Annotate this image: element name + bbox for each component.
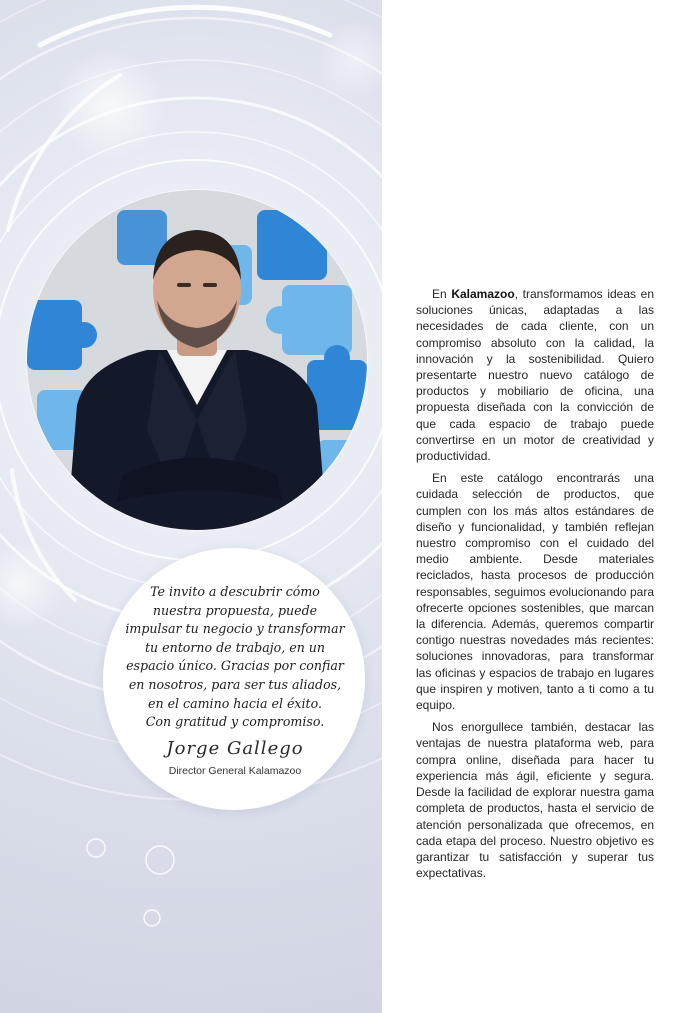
quote-line: en el camino hacia el éxito. [148,695,322,711]
quote-line: tu entorno de trabajo, en un [144,639,326,655]
director-quote [120,583,350,732]
quote-line: impulsar tu negocio y transformar [125,621,345,637]
signature-title: Director General Kalamazoo [168,765,302,777]
quote-line: Con gratitud y compromiso. [145,714,325,730]
quote-line: en nosotros, para ser tus aliados, [128,676,342,692]
quote-line: espacio único. Gracias por confiar [126,658,344,674]
portrait-photo [27,190,367,530]
letter-body [416,286,654,887]
quote-line: nuestra propuesta, puede [152,602,318,618]
brand-name: Kalamazoo [451,287,515,301]
paragraph-rest-text: , transformamos ideas en soluciones únicas, adaptadas a las necesidades de cada cliente, con un compromiso absoluto con la calidad, la innovación y la sostenibilidad. Quiero presentarte nuestro nuevo catálogo de productos y mobiliario de oficina, una propuesta diseñada con la convicción de que cada espacio de trabajo puede convertirse en un motor de creatividad y productividad. [416,287,654,464]
signature-name: Jorge Gallego [166,738,304,759]
director-portrait-illustration [27,190,367,530]
paragraph-intro-text: En [432,287,452,301]
letter-paragraph-2: En este catálogo encontrarás una cuidada selección de productos, que cumplen con los más altos estándares de diseño y funcionalidad, y también reflejan nuestro compromiso con el cuidado del medio ambiente. Desde materiales reciclados, hasta procesos de producción responsables, seguimos evolucionando para ofrecerte opciones sostenibles, que marcan la diferencia. Además, queremos compartir contigo nuestras novedades más recientes: soluciones innovadoras, para transformar las oficinas y espacios de trabajo en lugares que inspiren y motiven, tanto a ti como a tu equipo. [416,471,654,713]
letter-paragraph-3: Nos enorgullece también, destacar las ventajas de nuestra plataforma web, para compra online, diseñada para hacer tu experiencia más ágil, eficiente y segura. Desde la facilidad de explorar nuestra gama completa de productos, hasta el servicio de atención personalizada que ofrecemos, en cada etapa del proceso. Nuestro objetivo es garantizar tu satisfacción y superar tus expectativas. [416,720,654,881]
quote-line: Te invito a descubrir cómo [150,584,320,599]
letter-paragraph-1 [416,286,654,464]
